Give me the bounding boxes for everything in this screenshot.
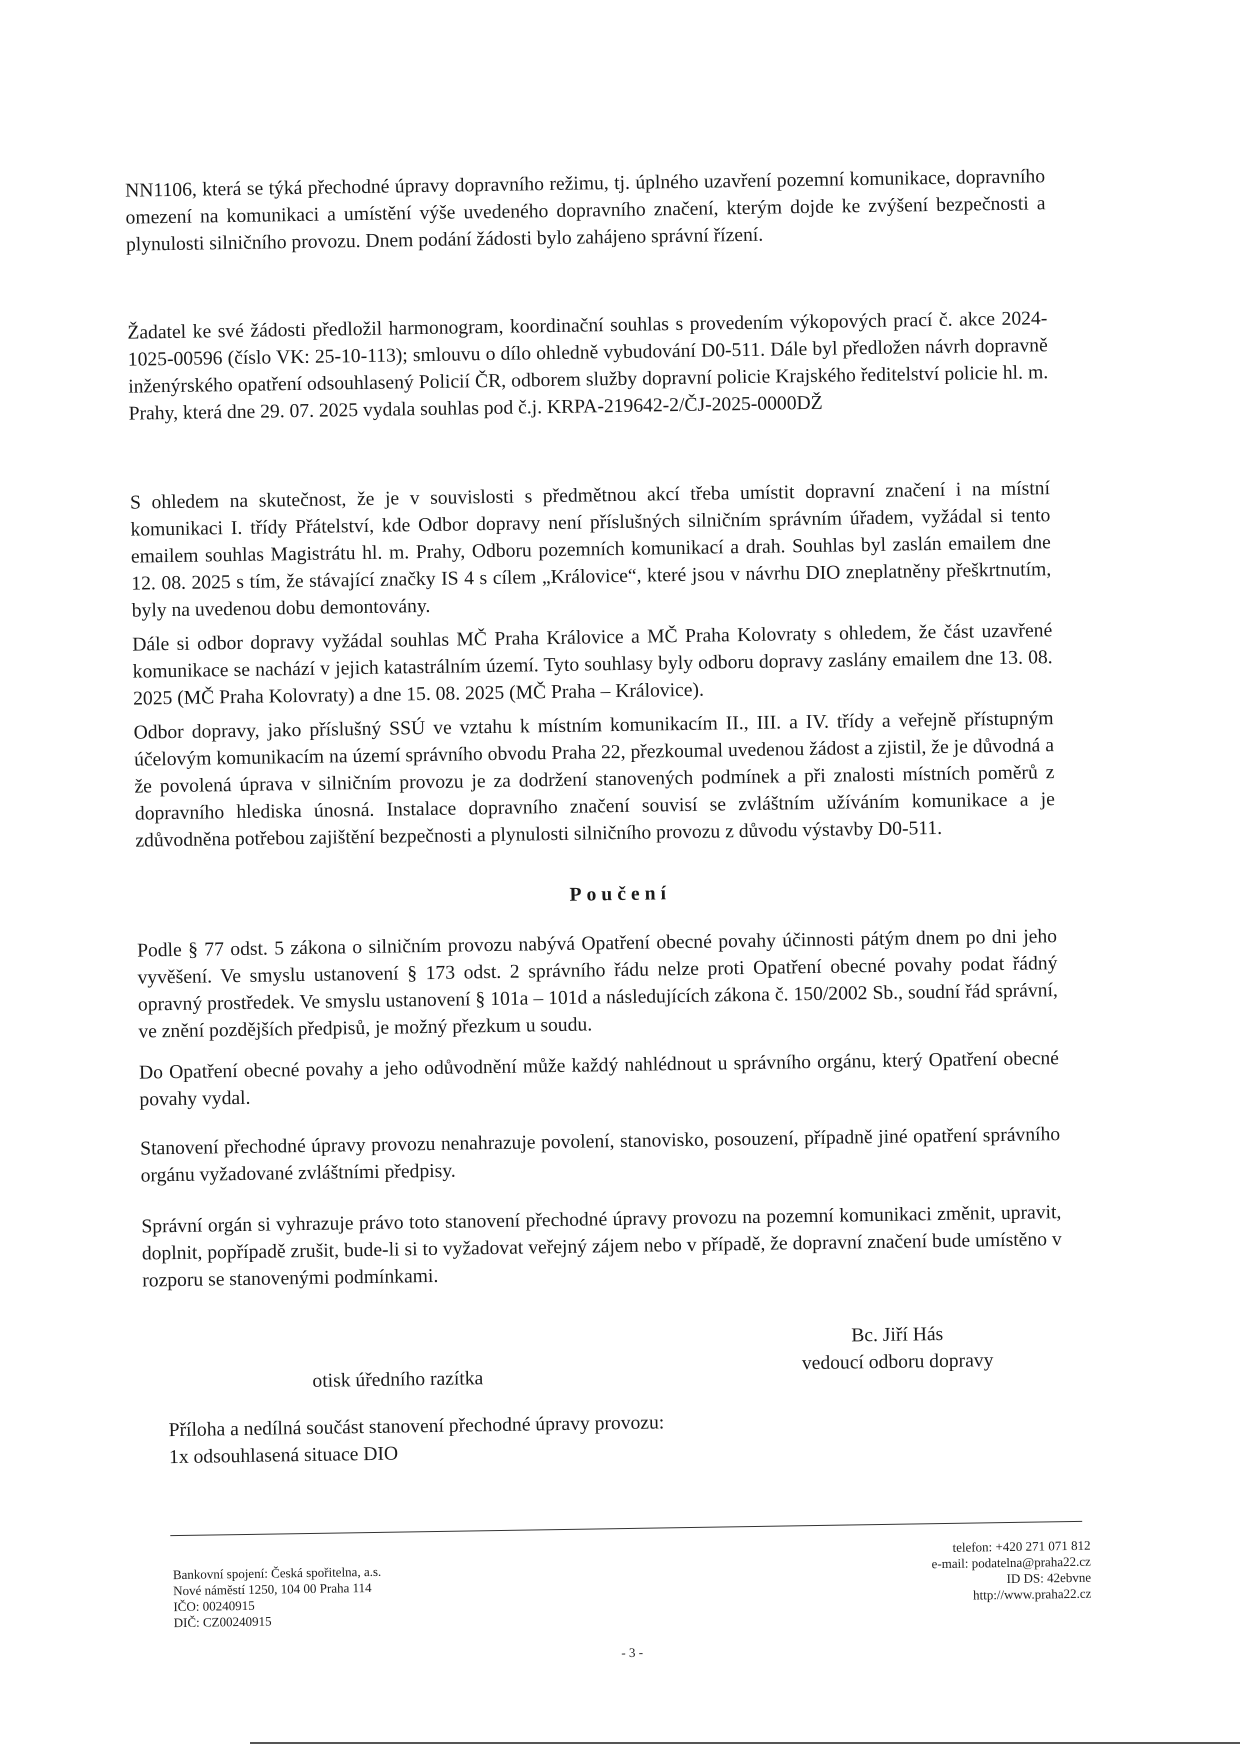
body-paragraph: Dále si odbor dopravy vyžádal souhlas MČ Praha Královice a MČ Praha Kolovraty s ohledem, že část uzavřené komunikace se nachází v jejich katastrálním území. Tyto souhlasy byly odboru dopravy zaslány emailem dne 13. 08. 2025 (MČ Praha Kolovraty) a dne 15. 08. 2025 (MČ Praha – Královice). — [132, 620, 1053, 710]
attachment-line: 1x odsouhlasená situace DIO — [168, 1443, 399, 1469]
footer-bank-details — [173, 1562, 504, 1631]
body-paragraph: NN1106, která se týká přechodné úpravy dopravního režimu, tj. úplného uzavření pozemní komunikace, dopravního omezení na komunikaci a umístění výše uvedeného dopravního značení, kterým dojde ke zvýšení bezpečnosti a plynulosti silničního provozu. Dnem podání žádosti bylo zahájeno správní řízení. — [125, 166, 1046, 256]
footer-contact-details — [780, 1538, 1091, 1607]
page-number: - 3 - — [621, 1644, 644, 1661]
scan-edge-line — [250, 1742, 1240, 1744]
section-heading-pouceni: Poučení — [569, 883, 672, 906]
pouceni-paragraph: Do Opatření obecné povahy a jeho odůvodnění může každý nahlédnout u správního orgánu, který Opatření obecné povahy vydal. — [138, 1048, 1060, 1111]
signatory-name: Bc. Jiří Hás — [851, 1323, 944, 1347]
footer-divider — [170, 1521, 1082, 1536]
body-paragraph: Žadatel ke své žádosti předložil harmonogram, koordinační souhlas s provedením výkopových prací č. akce 2024-1025-00596 (číslo VK: 25-10-113); smlouvu o dílo ohledně vybudování D0-511. Dále byl předložen návrh dopravně inženýrského opatření odsouhlasený Policií ČR, odborem služby dopravní policie Krajského ředitelství policie hl. m. Prahy, která dne 29. 07. 2025 vydala souhlas pod č.j. KRPA-219642-2/ČJ-2025-0000DŽ — [127, 308, 1049, 425]
footer-email: e-mail: podatelna@praha22.cz — [931, 1553, 1091, 1572]
footer-data-box: ID DS: 42ebvne — [1006, 1569, 1092, 1587]
footer-left-line: Nové náměstí 1250, 104 00 Praha 114 — [173, 1579, 372, 1599]
pouceni-paragraph: Správní orgán si vyhrazuje právo toto stanovení přechodné úpravy provozu na pozemní komunikaci změnit, upravit, doplnit, popřípadě zrušit, bude-li si to vyžadovat veřejný zájem nebo v případě, že dopravní značení bude umístěno v rozporu se stanovenými podmínkami. — [141, 1202, 1062, 1292]
pouceni-paragraph: Podle § 77 odst. 5 zákona o silničním provozu nabývá Opatření obecné povahy účinnosti pátým dnem po dni jeho vyvěšení. Ve smyslu ustanovení § 173 odst. 2 správního řádu nelze proti Opatření obecné povahy podat řádný opravný prostředek. Ve smyslu ustanovení § 101a – 101d a následujících zákona č. 150/2002 Sb., soudní řád správní, ve znění pozdějších předpisů, je možný přezkum u soudu. — [136, 926, 1059, 1043]
signatory-title: vedoucí odboru dopravy — [801, 1350, 994, 1375]
official-stamp-placeholder: otisk úředního razítka — [312, 1368, 484, 1392]
body-paragraph: Odbor dopravy, jako příslušný SSÚ ve vztahu k místním komunikacím II., III. a IV. třídy a veřejně přístupným účelovým komunikacím na území správního obvodu Praha 22, přezkoumal uvedenou žádost a zjistil, že je důvodná a že povolená úprava v silničním provozu je za dodržení stanovených podmínek a při znalosti místních poměrů z dopravního hlediska únosná. Instalace dopravního značení souvisí se zvláštním užíváním komunikace a je zdůvodněna potřebou zajištění bezpečnosti a plynulosti silničního provozu z důvodu výstavby D0-511. — [133, 708, 1056, 852]
body-paragraph: S ohledem na skutečnost, že je v souvislosti s předmětnou akcí třeba umístit dopravní značení i na místní komunikaci I. třídy Přátelství, kde Odbor dopravy není příslušných silničním správním úřadem, vyžádal si tento emailem souhlas Magistrátu hl. m. Prahy, Odboru pozemních komunikací a drah. Souhlas byl zaslán emailem dne 12. 08. 2025 s tím, že stávající značky IS 4 s cílem „Královice“, které jsou v návrhu DIO zneplatněny přeškrtnutím, byly na uvedenou dobu demontovány. — [129, 478, 1052, 622]
footer-website: http://www.praha22.cz — [972, 1585, 1092, 1603]
attachment-note — [168, 1406, 869, 1471]
footer-left-line: DIČ: CZ00240915 — [173, 1613, 272, 1631]
attachment-line: Příloha a nedílná součást stanovení přechodné úpravy provozu: — [168, 1412, 665, 1442]
footer-phone: telefon: +420 271 071 812 — [952, 1537, 1091, 1555]
pouceni-paragraph: Stanovení přechodné úpravy provozu nenahrazuje povolení, stanovisko, posouzení, případně jiné opatření správního orgánu vyžadované zvláštními předpisy. — [140, 1124, 1061, 1187]
footer-left-line: IČO: 00240915 — [173, 1597, 255, 1615]
signature-block — [737, 1319, 1058, 1378]
footer-left-line: Bankovní spojení: Česká spořitelna, a.s. — [172, 1563, 382, 1583]
